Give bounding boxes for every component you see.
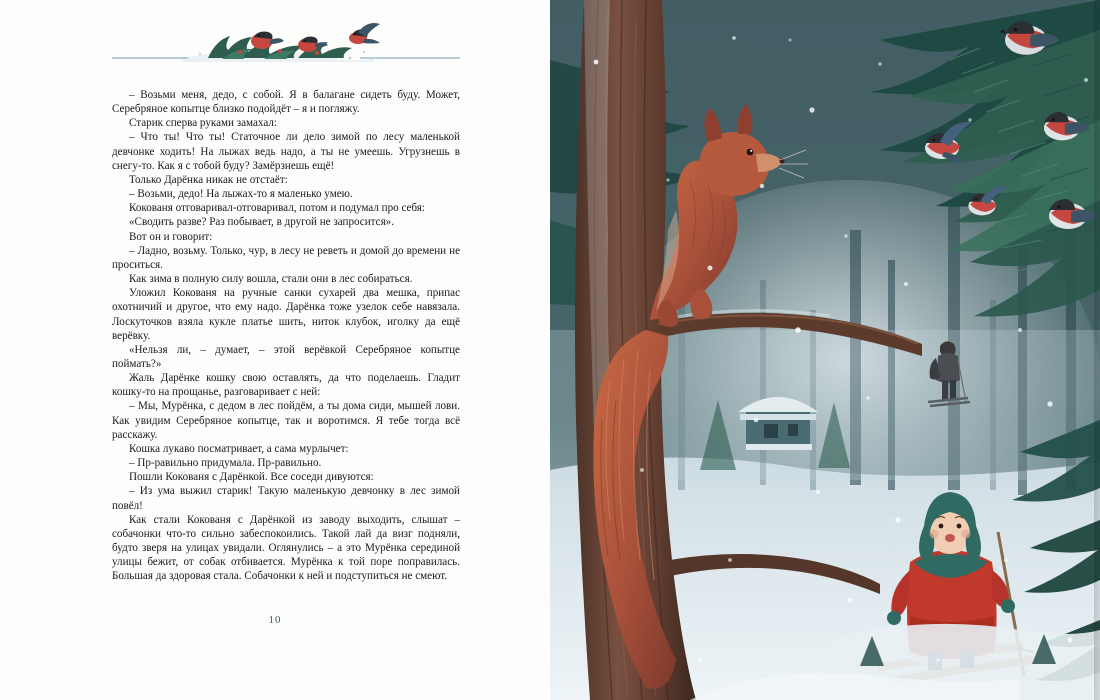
paragraph: Кошка лукаво посматривает, а сама мурлычет: bbox=[129, 442, 349, 455]
paragraph: «Нельзя ли, – думает, – этой верёвкой Серебряное копытце поймать?» bbox=[112, 343, 460, 370]
body-text-column bbox=[112, 88, 460, 583]
paragraph: «Сводить разве? Раз побывает, в другой не запросится». bbox=[129, 216, 395, 229]
mitten bbox=[887, 611, 901, 625]
paragraph: Как зима в полную силу вошла, стали они в лес собираться. bbox=[129, 273, 413, 286]
paragraph: Кокованя отговаривал-отговаривал, потом и подумал про себя: bbox=[129, 202, 425, 215]
paragraph: Жаль Дарёнке кошку свою оставлять, да что поделаешь. Гладит кошку-то на прощанье, разговаривает с ней: bbox=[112, 372, 460, 399]
paragraph: – Пр-равильно придумала. Пр-равильно. bbox=[129, 457, 322, 470]
mitten bbox=[1001, 599, 1015, 613]
paragraph: – Мы, Мурёнка, с дедом в лес пойдём, а ты дома сиди, мышей лови. Как увидим Серебряное копытце, так и воротимся. Я тебе тогда всё расскажу. bbox=[112, 400, 460, 441]
paragraph: Пошли Кокованя с Дарёнкой. Все соседи дивуются: bbox=[129, 471, 374, 484]
headpiece-ornament bbox=[112, 18, 460, 76]
right-illustration-page bbox=[550, 0, 1100, 700]
page-number: 10 bbox=[268, 614, 282, 626]
paragraph: – Ладно, возьму. Только, чур, в лесу не реветь и домой до времени не проситься. bbox=[112, 244, 460, 271]
paragraph: Старик сперва руками замахал: bbox=[129, 117, 277, 130]
snow-covered-house bbox=[738, 397, 818, 450]
winter-forest-illustration bbox=[550, 0, 1100, 700]
paragraph: – Возьми, дедо! На лыжах-то я маленько умею. bbox=[129, 188, 353, 201]
paragraph: Только Дарёнка никак не отстаёт: bbox=[129, 173, 288, 186]
bullfinch-icon bbox=[251, 32, 284, 49]
paragraph: – Возьми меня, дедо, с собой. Я в балагане сидеть буду. Может, Серебряное копытце близко подойдёт – я и погляжу. bbox=[112, 89, 460, 116]
paragraph: – Что ты! Что ты! Статочное ли дело зимой по лесу маленькой девчонке ходить! На лыжах ведь надо, а ты не умеешь. Угрузнешь в снегу-то. Как я с тобой буду? Замёрзнешь ещё! bbox=[112, 131, 460, 172]
bullfinch-icon bbox=[298, 37, 328, 52]
bullfinch-flying-icon bbox=[349, 23, 380, 44]
paragraph: – Из ума выжил старик! Такую маленькую девчонку в лес зимой повёл! bbox=[112, 485, 460, 512]
paragraph: Уложил Кокованя на ручные санки сухарей два мешка, припас охотничий и другое, что ему надо. Дарёнка тоже узелок себе навязала. Лоскуточков взяла кукле платье шить, ниток клубок, иголку да ещё верёвку. bbox=[112, 287, 460, 342]
paragraph: Вот он и говорит: bbox=[129, 230, 213, 243]
paragraph: Как стали Кокованя с Дарёнкой из заводу выходить, слышат – собачонки что-то сильно забеспокоились. Такой лай да визг подняли, будто зверя на улицах увидали. Оглянулись – а это Мурёнка серединой улицы бежит, от собак отбивается. Мурёнка к той поре поправилась. Большая да здоровая стала. Собачонки к ней и подступиться не смеют. bbox=[112, 513, 460, 583]
